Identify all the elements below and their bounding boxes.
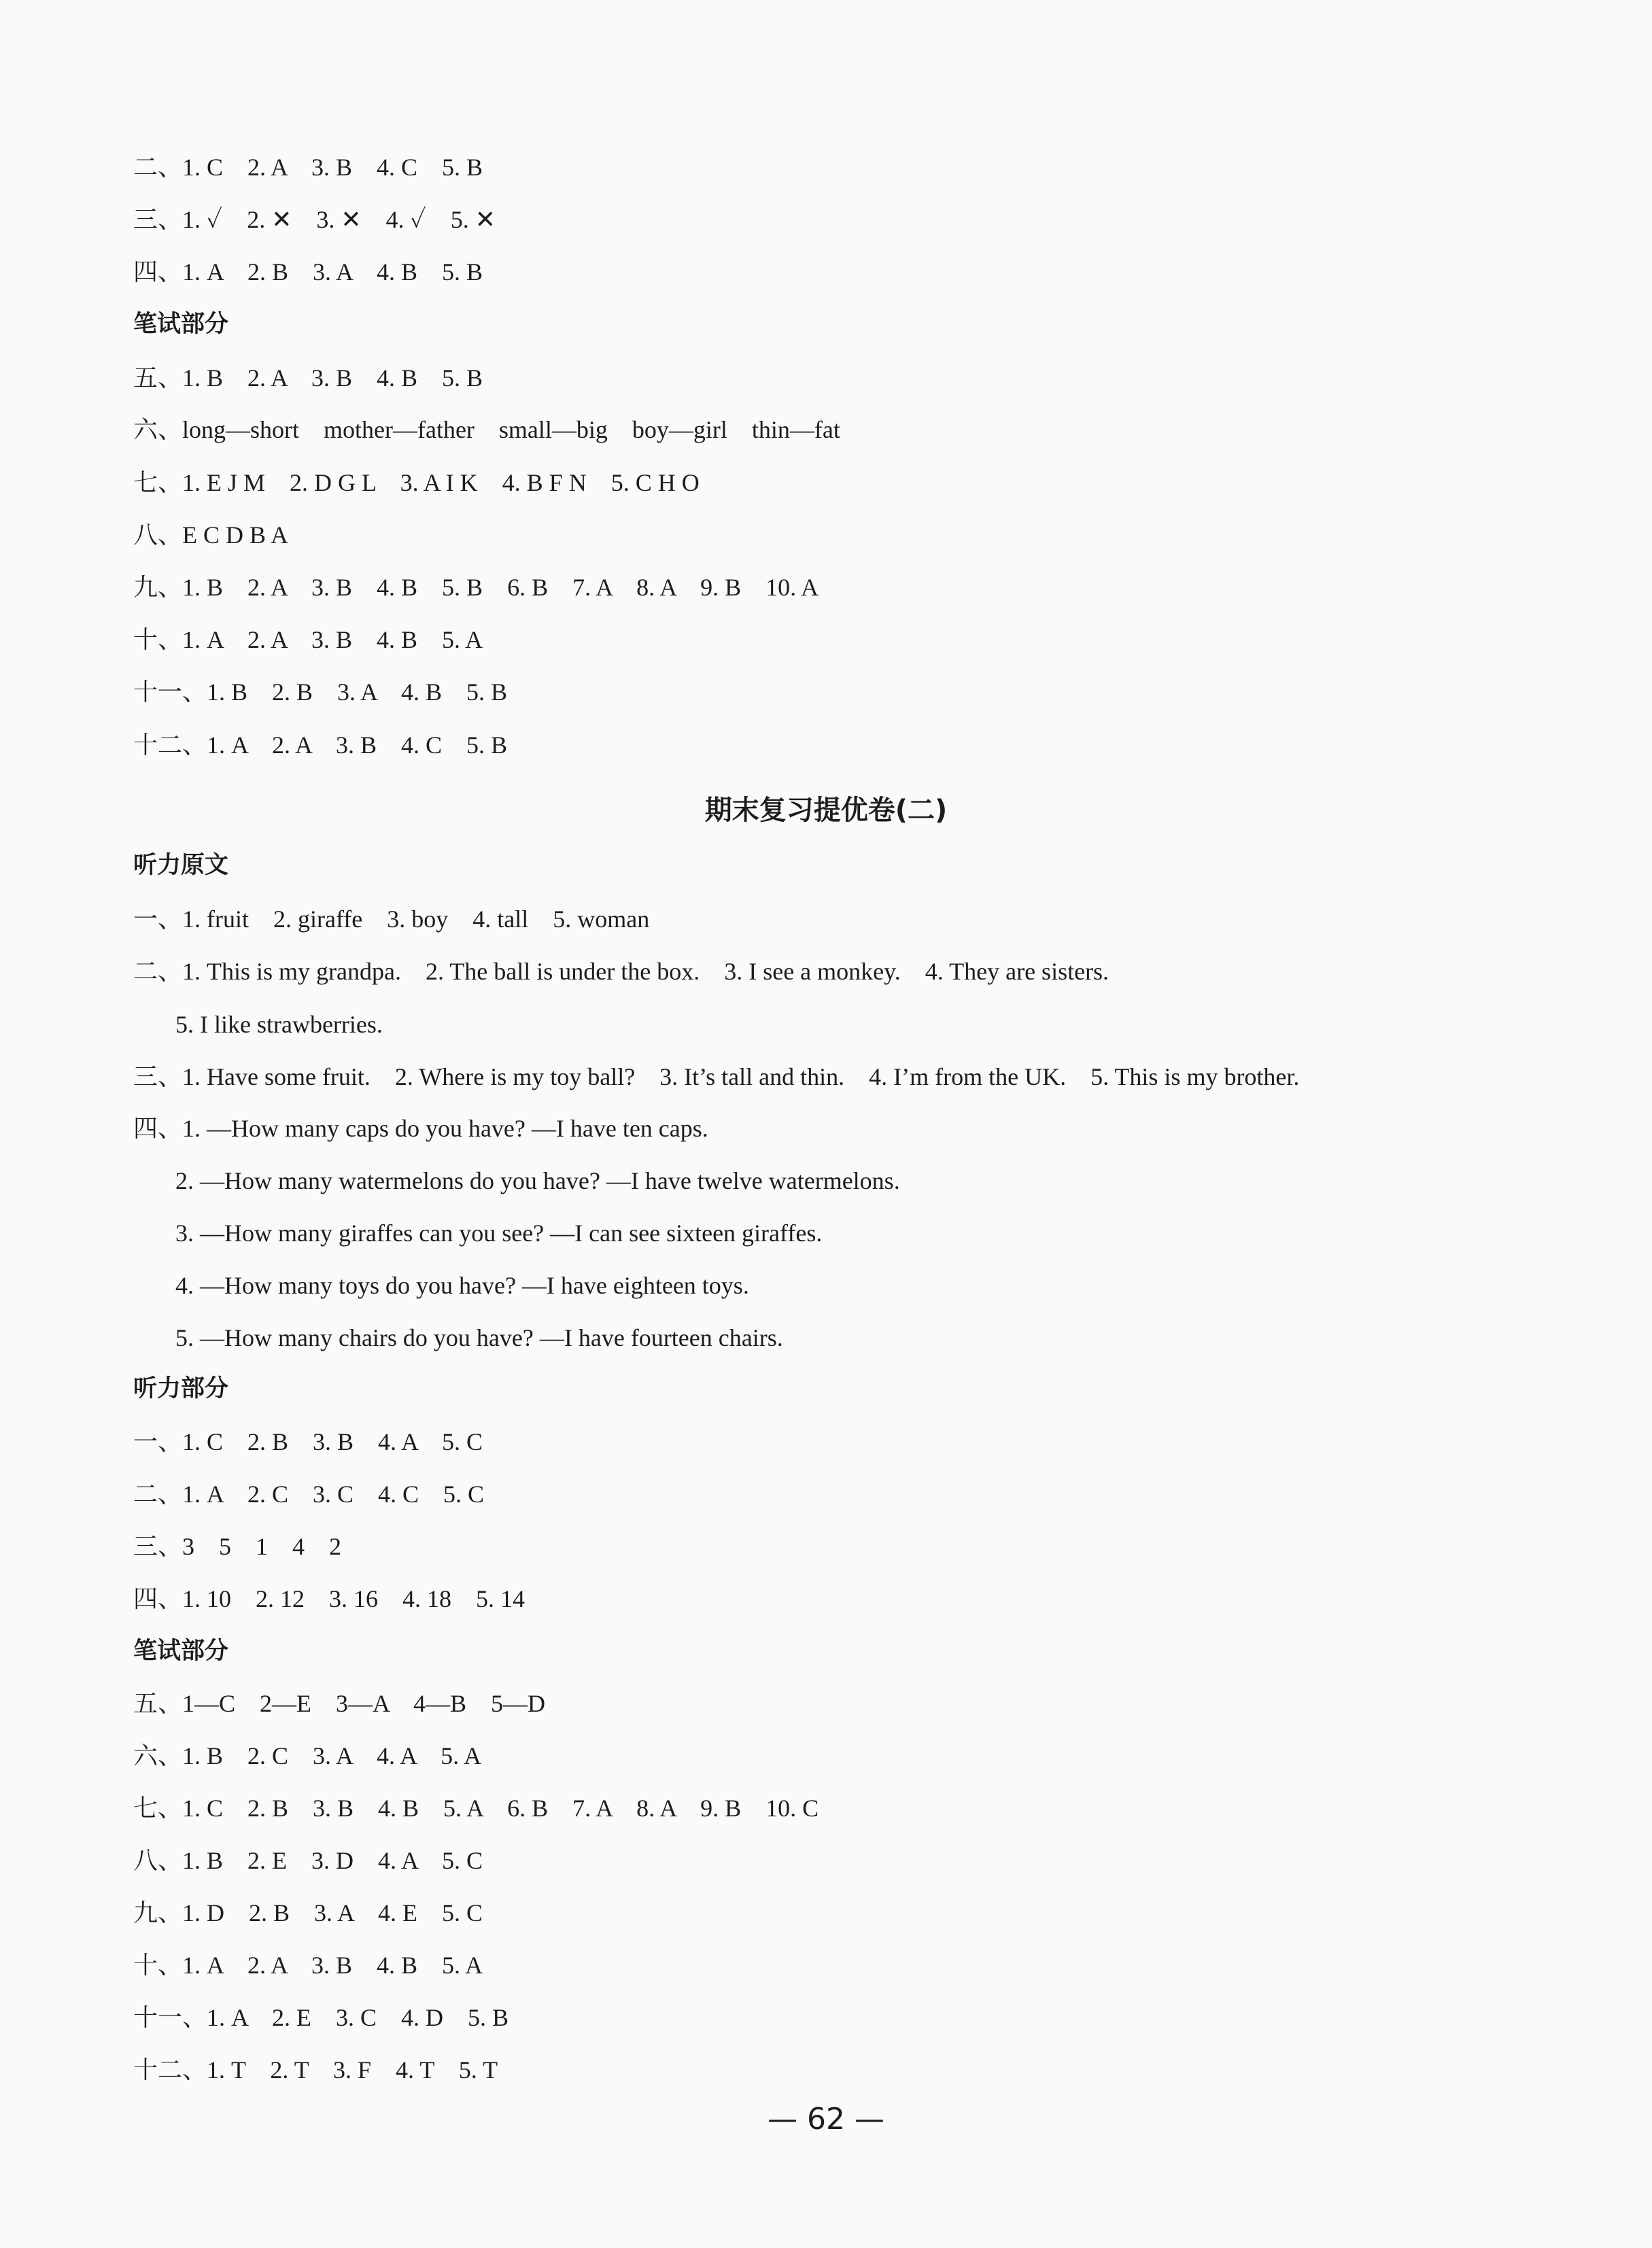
section-heading-listening: 听力部分 bbox=[133, 1375, 229, 1402]
answer-line: 十、1. A 2. A 3. B 4. B 5. A bbox=[133, 626, 483, 653]
section-heading-written: 笔试部分 bbox=[133, 1638, 229, 1665]
listening-text-line: 5. —How many chairs do you have? —I have fourteen chairs. bbox=[175, 1324, 783, 1351]
listening-text-line: 2. —How many watermelons do you have? —I have twelve watermelons. bbox=[175, 1167, 900, 1194]
section-title: 期末复习提优卷(二) bbox=[704, 795, 948, 826]
listening-text-line: 三、1. Have some fruit. 2. Where is my toy ball? 3. It’s tall and thin. 4. I’m from the UK. 5. This is my brother. bbox=[133, 1063, 1300, 1090]
answer-line: 五、1. B 2. A 3. B 4. B 5. B bbox=[133, 364, 483, 392]
answer-line: 七、1. E J M 2. D G L 3. A I K 4. B F N 5. C H O bbox=[133, 469, 700, 496]
answer-line: 八、E C D B A bbox=[133, 521, 289, 549]
answer-line: 九、1. B 2. A 3. B 4. B 5. B 6. B 7. A 8. A 9. B 10. A bbox=[133, 574, 819, 601]
answer-line: 四、1. A 2. B 3. A 4. B 5. B bbox=[133, 258, 483, 286]
answer-line: 六、long—short mother—father small—big boy—girl thin—fat bbox=[133, 416, 840, 443]
listening-text-line: 二、1. This is my grandpa. 2. The ball is under the box. 3. I see a monkey. 4. They are sisters. bbox=[133, 958, 1109, 985]
answer-line: 六、1. B 2. C 3. A 4. A 5. A bbox=[133, 1742, 482, 1769]
answer-line: 十二、1. T 2. T 3. F 4. T 5. T bbox=[133, 2056, 498, 2083]
section-heading-listening-text: 听力原文 bbox=[133, 852, 229, 879]
answer-line: 七、1. C 2. B 3. B 4. B 5. A 6. B 7. A 8. A 9. B 10. C bbox=[133, 1795, 819, 1822]
answer-line: 四、1. 10 2. 12 3. 16 4. 18 5. 14 bbox=[133, 1585, 526, 1612]
page-number: — 62 — bbox=[768, 2102, 884, 2137]
section-heading-written: 笔试部分 bbox=[133, 311, 229, 338]
answer-line: 八、1. B 2. E 3. D 4. A 5. C bbox=[133, 1847, 483, 1874]
answer-line: 九、1. D 2. B 3. A 4. E 5. C bbox=[133, 1899, 483, 1926]
answer-line: 一、1. C 2. B 3. B 4. A 5. C bbox=[133, 1428, 483, 1455]
answer-line: 二、1. A 2. C 3. C 4. C 5. C bbox=[133, 1481, 485, 1508]
listening-text-line: 5. I like strawberries. bbox=[175, 1011, 383, 1038]
answer-line: 十、1. A 2. A 3. B 4. B 5. A bbox=[133, 1952, 483, 1979]
answer-line: 十一、1. A 2. E 3. C 4. D 5. B bbox=[133, 2004, 509, 2031]
listening-text-line: 4. —How many toys do you have? —I have eighteen toys. bbox=[175, 1272, 749, 1299]
answer-line: 五、1—C 2—E 3—A 4—B 5—D bbox=[133, 1690, 546, 1717]
answer-line: 十二、1. A 2. A 3. B 4. C 5. B bbox=[133, 731, 508, 759]
listening-text-line: 一、1. fruit 2. giraffe 3. boy 4. tall 5. woman bbox=[133, 905, 650, 933]
listening-text-line: 四、1. —How many caps do you have? —I have ten caps. bbox=[133, 1115, 708, 1142]
answer-line: 十一、1. B 2. B 3. A 4. B 5. B bbox=[133, 678, 508, 706]
listening-text-line: 3. —How many giraffes can you see? —I can see sixteen giraffes. bbox=[175, 1220, 823, 1247]
answer-line: 三、3 5 1 4 2 bbox=[133, 1533, 342, 1560]
answer-line: 三、1. ✓ 2. ✕ 3. ✕ 4. ✓ 5. ✕ bbox=[133, 206, 496, 233]
answer-line: 二、1. C 2. A 3. B 4. C 5. B bbox=[133, 154, 483, 181]
